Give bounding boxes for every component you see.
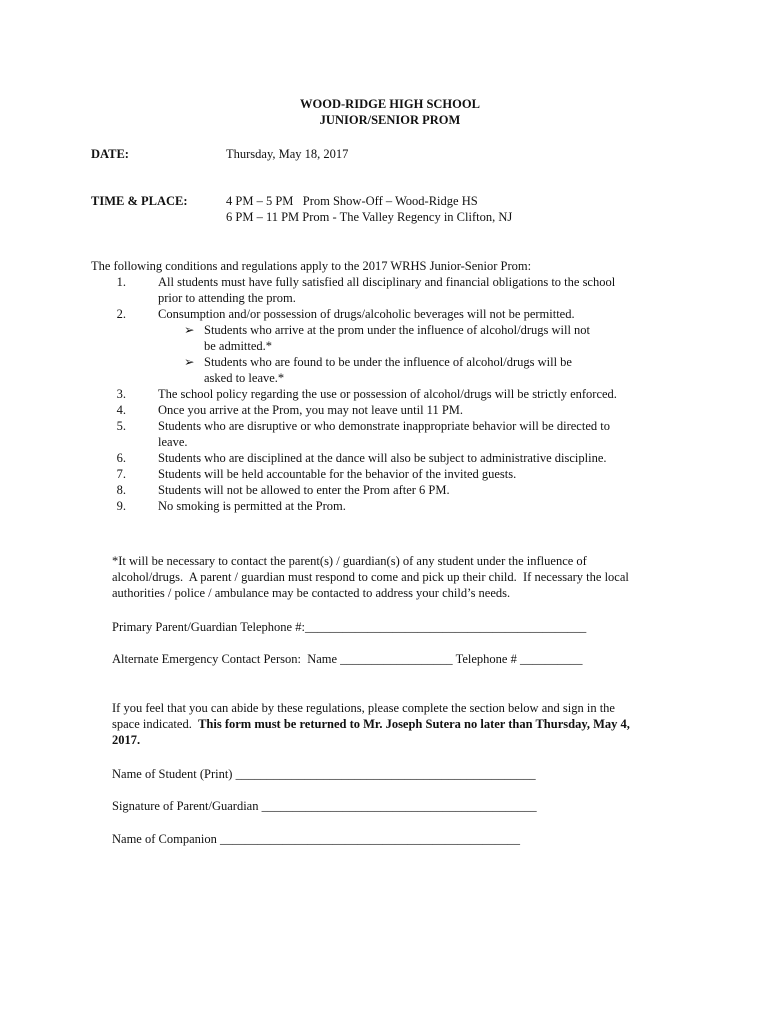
time-place-line-1: 4 PM – 5 PM Prom Show-Off – Wood-Ridge HS — [226, 194, 478, 208]
rule-text: Students who are disruptive or who demonstrate inappropriate behavior will be directed to — [158, 419, 610, 433]
arrow-bullet-icon: ➢ — [184, 323, 195, 337]
event-title: JUNIOR/SENIOR PROM — [319, 113, 461, 127]
subrule-item — [112, 354, 692, 386]
notice-line: alcohol/drugs. A parent / guardian must respond to come and pick up their child. If necessary the local — [112, 570, 629, 584]
abide-line-2 — [112, 716, 694, 732]
rule-item — [112, 466, 692, 482]
date-label: DATE: — [91, 147, 129, 161]
subrule-text: Students who arrive at the prom under the influence of alcohol/drugs will not — [204, 323, 591, 337]
rule-item — [112, 498, 692, 514]
alternate-contact-field[interactable]: Alternate Emergency Contact Person: Name __________________ Telephone # __________ — [112, 652, 583, 666]
notice-paragraph — [112, 553, 694, 601]
rule-text: The school policy regarding the use or possession of alcohol/drugs will be strictly enforced. — [158, 387, 617, 401]
rule-number: 9. — [116, 499, 126, 513]
rule-text: All students must have fully satisfied all disciplinary and financial obligations to the school — [158, 275, 616, 289]
rule-item — [112, 450, 692, 466]
abide-paragraph — [112, 700, 694, 748]
rules-list — [112, 274, 692, 514]
abide-line-2-normal: space indicated. — [112, 717, 199, 731]
rule-item — [112, 386, 692, 402]
rule-number: 8. — [116, 483, 126, 497]
subrule-item — [112, 322, 692, 354]
rule-text: leave. — [158, 435, 188, 449]
rule-number: 5. — [116, 419, 126, 433]
rule-number: 1. — [116, 275, 126, 289]
school-title: WOOD-RIDGE HIGH SCHOOL — [300, 97, 480, 111]
rule-number: 6. — [116, 451, 126, 465]
rule-number: 4. — [116, 403, 126, 417]
rule-number: 3. — [116, 387, 126, 401]
subrule-text: asked to leave.* — [204, 371, 285, 385]
student-name-field[interactable]: Name of Student (Print) ________________________________________________ — [112, 767, 536, 781]
arrow-bullet-icon: ➢ — [184, 355, 195, 369]
return-deadline-year: 2017. — [112, 733, 141, 747]
rule-text: Students who are disciplined at the dance will also be subject to administrative discipline. — [158, 451, 607, 465]
rule-text: No smoking is permitted at the Prom. — [158, 499, 346, 513]
rule-text: Students will be held accountable for the behavior of the invited guests. — [158, 467, 517, 481]
notice-line: *It will be necessary to contact the parent(s) / guardian(s) of any student under the influence of — [112, 554, 587, 568]
abide-line-1: If you feel that you can abide by these regulations, please complete the section below and sign in the — [112, 701, 615, 715]
companion-name-field[interactable]: Name of Companion ________________________________________________ — [112, 832, 520, 846]
parent-signature-field[interactable]: Signature of Parent/Guardian ____________________________________________ — [112, 799, 537, 813]
rule-item — [112, 306, 692, 322]
subrule-text: be admitted.* — [204, 339, 273, 353]
rule-text: Students will not be allowed to enter the Prom after 6 PM. — [158, 483, 450, 497]
rule-item — [112, 482, 692, 498]
rule-number: 2. — [116, 307, 126, 321]
rule-item — [112, 418, 692, 450]
subrule-text: Students who are found to be under the influence of alcohol/drugs will be — [204, 355, 572, 369]
time-place-label: TIME & PLACE: — [91, 194, 188, 208]
return-deadline: This form must be returned to Mr. Joseph Sutera no later than Thursday, May 4, — [198, 717, 630, 731]
rule-number: 7. — [116, 467, 126, 481]
date-value: Thursday, May 18, 2017 — [226, 147, 349, 161]
time-place-line-2: 6 PM – 11 PM Prom - The Valley Regency in Clifton, NJ — [226, 210, 513, 224]
rule-item — [112, 402, 692, 418]
primary-phone-field[interactable]: Primary Parent/Guardian Telephone #:_____________________________________________ — [112, 620, 587, 634]
rule-text: Consumption and/or possession of drugs/alcoholic beverages will not be permitted. — [158, 307, 575, 321]
rule-text: Once you arrive at the Prom, you may not leave until 11 PM. — [158, 403, 464, 417]
rules-intro: The following conditions and regulations apply to the 2017 WRHS Junior-Senior Prom: — [91, 259, 532, 273]
rule-item — [112, 274, 692, 306]
notice-line: authorities / police / ambulance may be contacted to address your child’s needs. — [112, 586, 511, 600]
rule-text: prior to attending the prom. — [158, 291, 296, 305]
